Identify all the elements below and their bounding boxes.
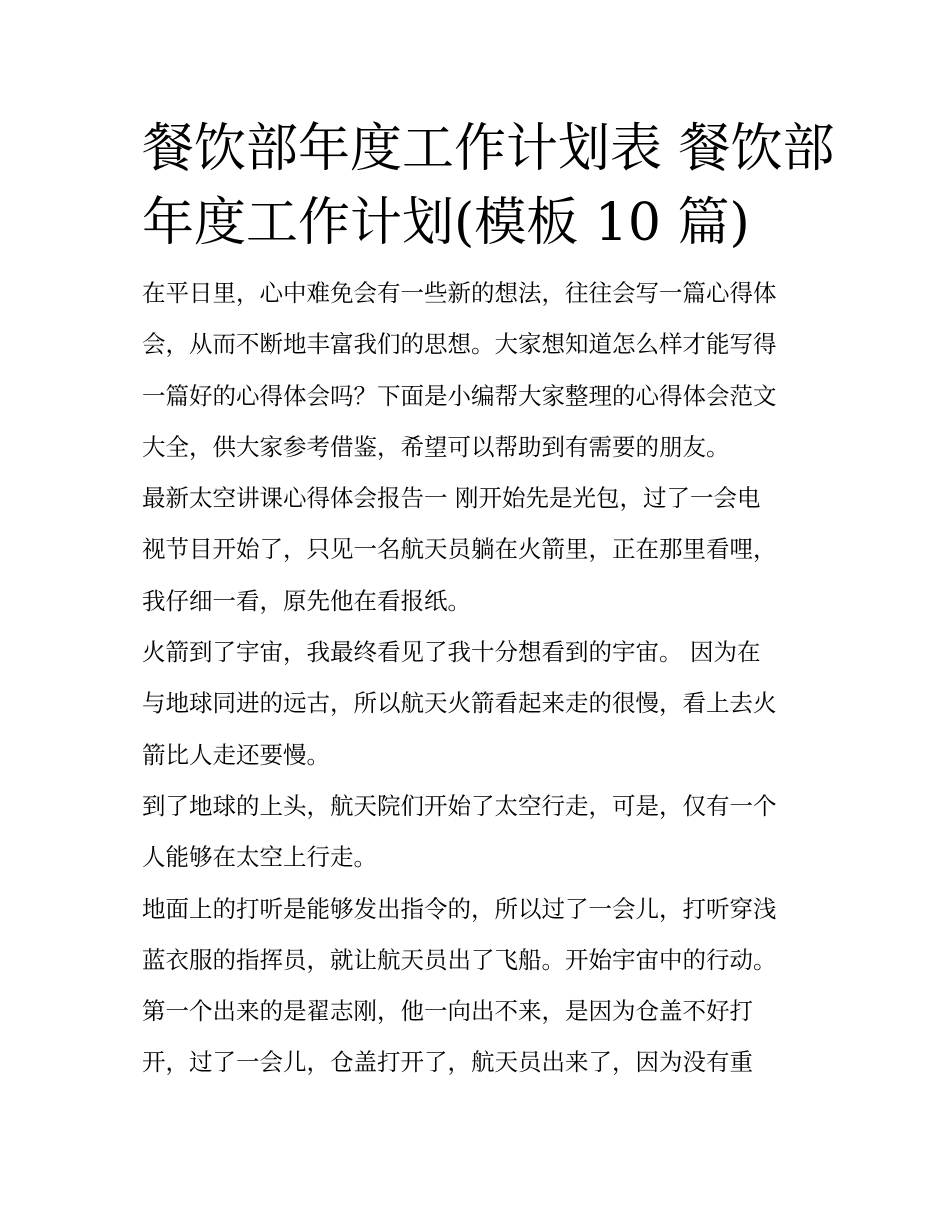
text-line: 视节目开始了，只见一名航天员躺在火箭里，正在那里看哩， bbox=[142, 535, 777, 564]
paragraph-spacewalk bbox=[142, 781, 814, 884]
text-line: 人能够在太空上行走。 bbox=[142, 843, 377, 872]
document-content bbox=[142, 112, 835, 1089]
text-line: 蓝衣服的指挥员，就让航天员出了飞船。开始宇宙中的行动。 bbox=[142, 945, 777, 974]
text-line: 在平日里，心中难免会有一些新的想法，往往会写一篇心得体 bbox=[142, 279, 777, 307]
paragraph-command bbox=[142, 884, 814, 1089]
paragraph-rocket bbox=[142, 627, 814, 781]
paragraph-intro bbox=[142, 268, 814, 473]
text-line: 一篇好的心得体会吗？下面是小编帮大家整理的心得体会范文 bbox=[142, 381, 777, 410]
text-line: 到了地球的上头，航天院们开始了太空行走，可是，仅有一个 bbox=[142, 791, 777, 820]
document-title bbox=[142, 112, 835, 260]
text-line: 开，过了一会儿，仓盖打开了，航天员出来了，因为没有重 bbox=[142, 1048, 753, 1077]
document-body bbox=[142, 268, 814, 1089]
title-line: 餐饮部年度工作计划表 餐饮部 bbox=[142, 119, 835, 179]
text-line: 大全，供大家参考借鉴，希望可以帮助到有需要的朋友。 bbox=[142, 432, 730, 461]
paragraph-report-start bbox=[142, 473, 814, 627]
text-line: 与地球同进的远古，所以航天火箭看起来走的很慢，看上去火 bbox=[142, 689, 777, 718]
text-line: 会，从而不断地丰富我们的思想。大家想知道怎么样才能写得 bbox=[142, 330, 777, 359]
title-line: 年度工作计划(模板 10 篇) bbox=[142, 193, 750, 253]
text-line: 最新太空讲课心得体会报告一 刚开始先是光包，过了一会电 bbox=[142, 484, 761, 513]
text-line: 火箭到了宇宙，我最终看见了我十分想看到的宇宙。 因为在 bbox=[142, 638, 761, 667]
text-line: 第一个出来的是翟志刚，他一向出不来，是因为仓盖不好打 bbox=[142, 997, 753, 1026]
text-line: 我仔细一看，原先他在看报纸。 bbox=[142, 586, 471, 615]
text-line: 箭比人走还要慢。 bbox=[142, 740, 330, 769]
text-line: 地面上的打听是能够发出指令的，所以过了一会儿，打听穿浅 bbox=[142, 894, 777, 923]
